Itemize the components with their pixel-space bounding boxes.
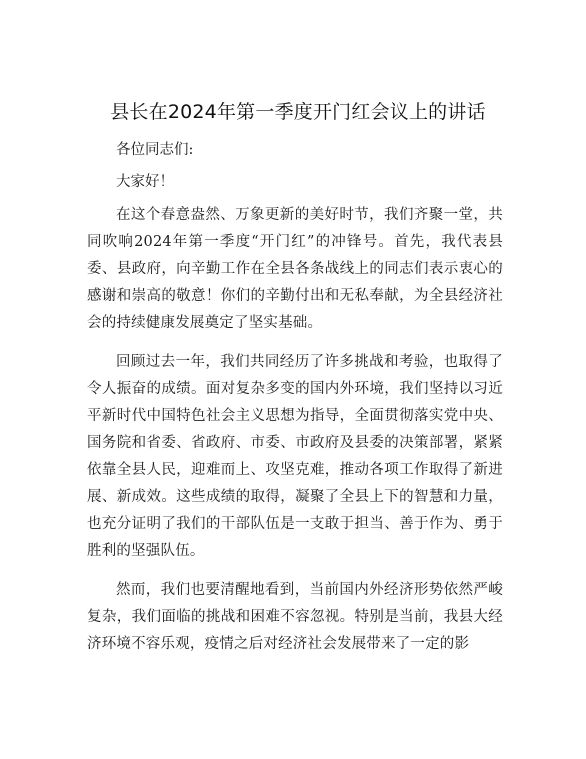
paragraph-challenges: 然而，我们也要清醒地看到，当前国内外经济形势依然严峻复杂，我们面临的挑战和困难不容忽视。特别是当前，我县大经济环境不容乐观，疫情之后对经济社会发展带来了一定的影 (87, 582, 503, 652)
salutation: 各位同志们: (116, 142, 194, 158)
document-title: 县长在2024年第一季度开门红会议上的讲话 (110, 101, 486, 123)
document-body (87, 98, 503, 670)
paragraph-opening: 在这个春意盎然、万象更新的美好时节，我们齐聚一堂，共同吹响2024年第一季度“开门红”的冲锋号。首先，我代表县委、县政府，向辛勤工作在全县各条战线上的同志们表示衷心的感谢和崇高的敬意！你们的辛勤付出和无私奉献，为全县经济社会的持续健康发展奠定了坚实基础。 (87, 207, 503, 331)
paragraph-review: 回顾过去一年，我们共同经历了许多挑战和考验，也取得了令人振奋的成绩。面对复杂多变的国内外环境，我们坚持以习近平新时代中国特色社会主义思想为指导，全面贯彻落实党中央、国务院和省委、省政府、市委、市政府及县委的决策部署，紧紧依靠全县人民，迎难而上、攻坚克难，推动各项工作取得了新进展、新成效。这些成绩的取得，凝聚了全县上下的智慧和力量，也充分证明了我们的干部队伍是一支敢于担当、善于作为、勇于胜利的坚强队伍。 (87, 354, 503, 559)
greeting: 大家好！ (116, 174, 174, 190)
